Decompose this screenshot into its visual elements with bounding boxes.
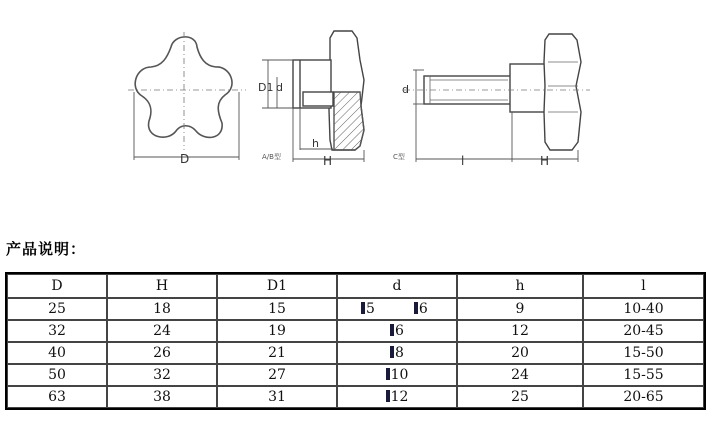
side-H-label: H [323, 154, 333, 168]
front-D-label: D [180, 152, 190, 166]
front-view-star-knob [135, 37, 232, 138]
right-d-label: d [402, 83, 409, 96]
thread-mark-icon [390, 346, 394, 358]
cell-h: 20 [457, 342, 583, 364]
header-D1: D1 [217, 274, 337, 298]
cell-H: 26 [107, 342, 217, 364]
cell-H: 32 [107, 364, 217, 386]
table-header-row [7, 274, 704, 298]
section-heading: 产品说明： [6, 240, 87, 258]
table-row [7, 342, 704, 364]
cell-h: 9 [457, 298, 583, 320]
cell-d [337, 298, 457, 320]
cell-H: 24 [107, 320, 217, 342]
right-l-label: l [461, 154, 465, 168]
cell-D: 50 [7, 364, 107, 386]
header-l: l [583, 274, 704, 298]
cell-D: 25 [7, 298, 107, 320]
side-type-label: A/B型 [262, 153, 281, 161]
right-type-label: C型 [393, 153, 405, 161]
cell-D1: 15 [217, 298, 337, 320]
cell-l: 20-45 [583, 320, 704, 342]
table-row [7, 320, 704, 342]
cell-d [337, 386, 457, 408]
cell-H: 18 [107, 298, 217, 320]
cell-D: 40 [7, 342, 107, 364]
table-row [7, 364, 704, 386]
thread-mark-icon [414, 302, 418, 314]
header-d: d [337, 274, 457, 298]
cell-D1: 19 [217, 320, 337, 342]
side-view-section [293, 31, 364, 150]
side-D1-label: D1 [258, 81, 274, 94]
cell-d [337, 364, 457, 386]
cell-l: 15-50 [583, 342, 704, 364]
cell-D1: 31 [217, 386, 337, 408]
cell-d-value: 6 [418, 301, 428, 317]
thread-pair [361, 301, 433, 317]
cell-d [337, 320, 457, 342]
thread-mark-icon [386, 390, 390, 402]
cell-l: 10-40 [583, 298, 704, 320]
cell-h: 25 [457, 386, 583, 408]
thread-mark-icon [390, 324, 394, 336]
cell-d-value: 8 [395, 345, 404, 361]
cell-d [337, 342, 457, 364]
right-H-label: H [540, 154, 550, 168]
header-h: h [457, 274, 583, 298]
cell-D: 63 [7, 386, 107, 408]
thread-mark-icon [361, 302, 365, 314]
cell-D1: 27 [217, 364, 337, 386]
cell-d-value: 6 [395, 323, 404, 339]
spec-table [5, 272, 706, 410]
cell-d-value: 10 [390, 367, 409, 383]
cell-h: 24 [457, 364, 583, 386]
cell-l: 20-65 [583, 386, 704, 408]
side-d-label: d [276, 81, 283, 94]
thread-mark-icon [386, 368, 390, 380]
cell-H: 38 [107, 386, 217, 408]
technical-drawing [0, 0, 709, 200]
header-D: D [7, 274, 107, 298]
side-h-label: h [312, 137, 319, 150]
cell-D1: 21 [217, 342, 337, 364]
cell-D: 32 [7, 320, 107, 342]
cell-h: 12 [457, 320, 583, 342]
table-row [7, 386, 704, 408]
header-H: H [107, 274, 217, 298]
cell-d-value: 12 [390, 389, 409, 405]
cell-l: 15-55 [583, 364, 704, 386]
table-row [7, 298, 704, 320]
cell-d-value: 5 [366, 301, 375, 317]
right-view-threaded-knob [424, 34, 581, 150]
